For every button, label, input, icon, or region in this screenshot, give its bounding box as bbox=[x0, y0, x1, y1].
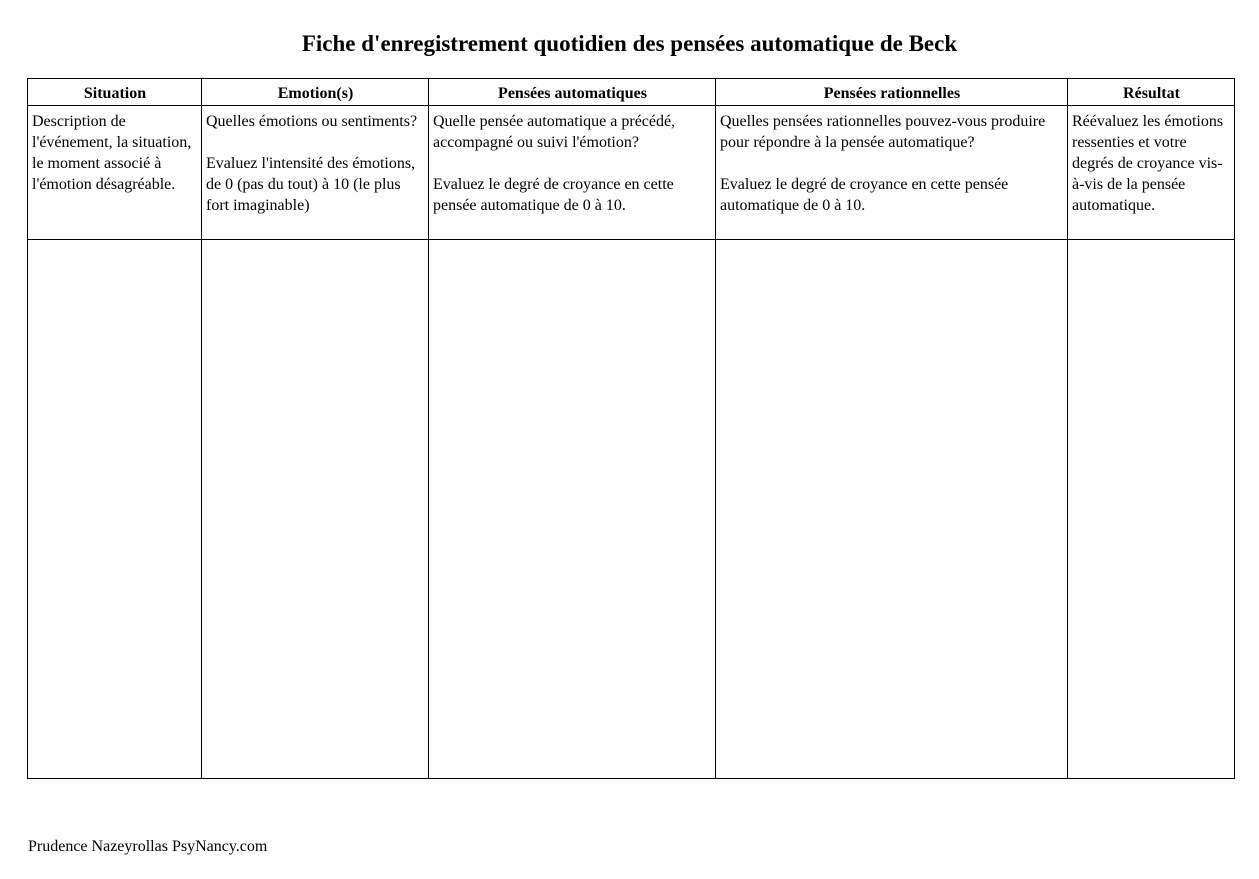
entry-cell-automatic-thoughts[interactable] bbox=[429, 240, 716, 779]
document-title: Fiche d'enregistrement quotidien des pensées automatique de Beck bbox=[301, 31, 958, 56]
instruction-emotions: Quelles émotions ou sentiments? Evaluez l'intensité des émotions, de 0 (pas du tout) à 10 (le plus fort imaginable) bbox=[202, 106, 429, 240]
thought-record-table bbox=[27, 78, 1235, 779]
instruction-automatic-thoughts: Quelle pensée automatique a précédé, accompagné ou suivi l'émotion? Evaluez le degré de croyance en cette pensée automatique de 0 à 10. bbox=[429, 106, 716, 240]
entry-cell-result[interactable] bbox=[1068, 240, 1235, 779]
instructions-row bbox=[28, 106, 1235, 240]
instruction-situation: Description de l'événement, la situation, le moment associé à l'émotion désagréable. bbox=[28, 106, 202, 240]
instruction-rational-thoughts: Quelles pensées rationnelles pouvez-vous produire pour répondre à la pensée automatique? Evaluez le degré de croyance en cette pensée automatique de 0 à 10. bbox=[716, 106, 1068, 240]
header-row bbox=[28, 79, 1235, 106]
entry-cell-situation[interactable] bbox=[28, 240, 202, 779]
entry-row bbox=[28, 240, 1235, 779]
footer-credit: Prudence Nazeyrollas PsyNancy.com bbox=[28, 838, 268, 855]
column-header-rational-thoughts: Pensées rationnelles bbox=[716, 79, 1068, 106]
column-header-situation: Situation bbox=[28, 79, 202, 106]
instruction-result: Réévaluez les émotions ressenties et votre degrés de croyance vis-à-vis de la pensée automatique. bbox=[1068, 106, 1235, 240]
entry-cell-emotions[interactable] bbox=[202, 240, 429, 779]
column-header-automatic-thoughts: Pensées automatiques bbox=[429, 79, 716, 106]
entry-cell-rational-thoughts[interactable] bbox=[716, 240, 1068, 779]
column-header-result: Résultat bbox=[1068, 79, 1235, 106]
column-header-emotions: Emotion(s) bbox=[202, 79, 429, 106]
